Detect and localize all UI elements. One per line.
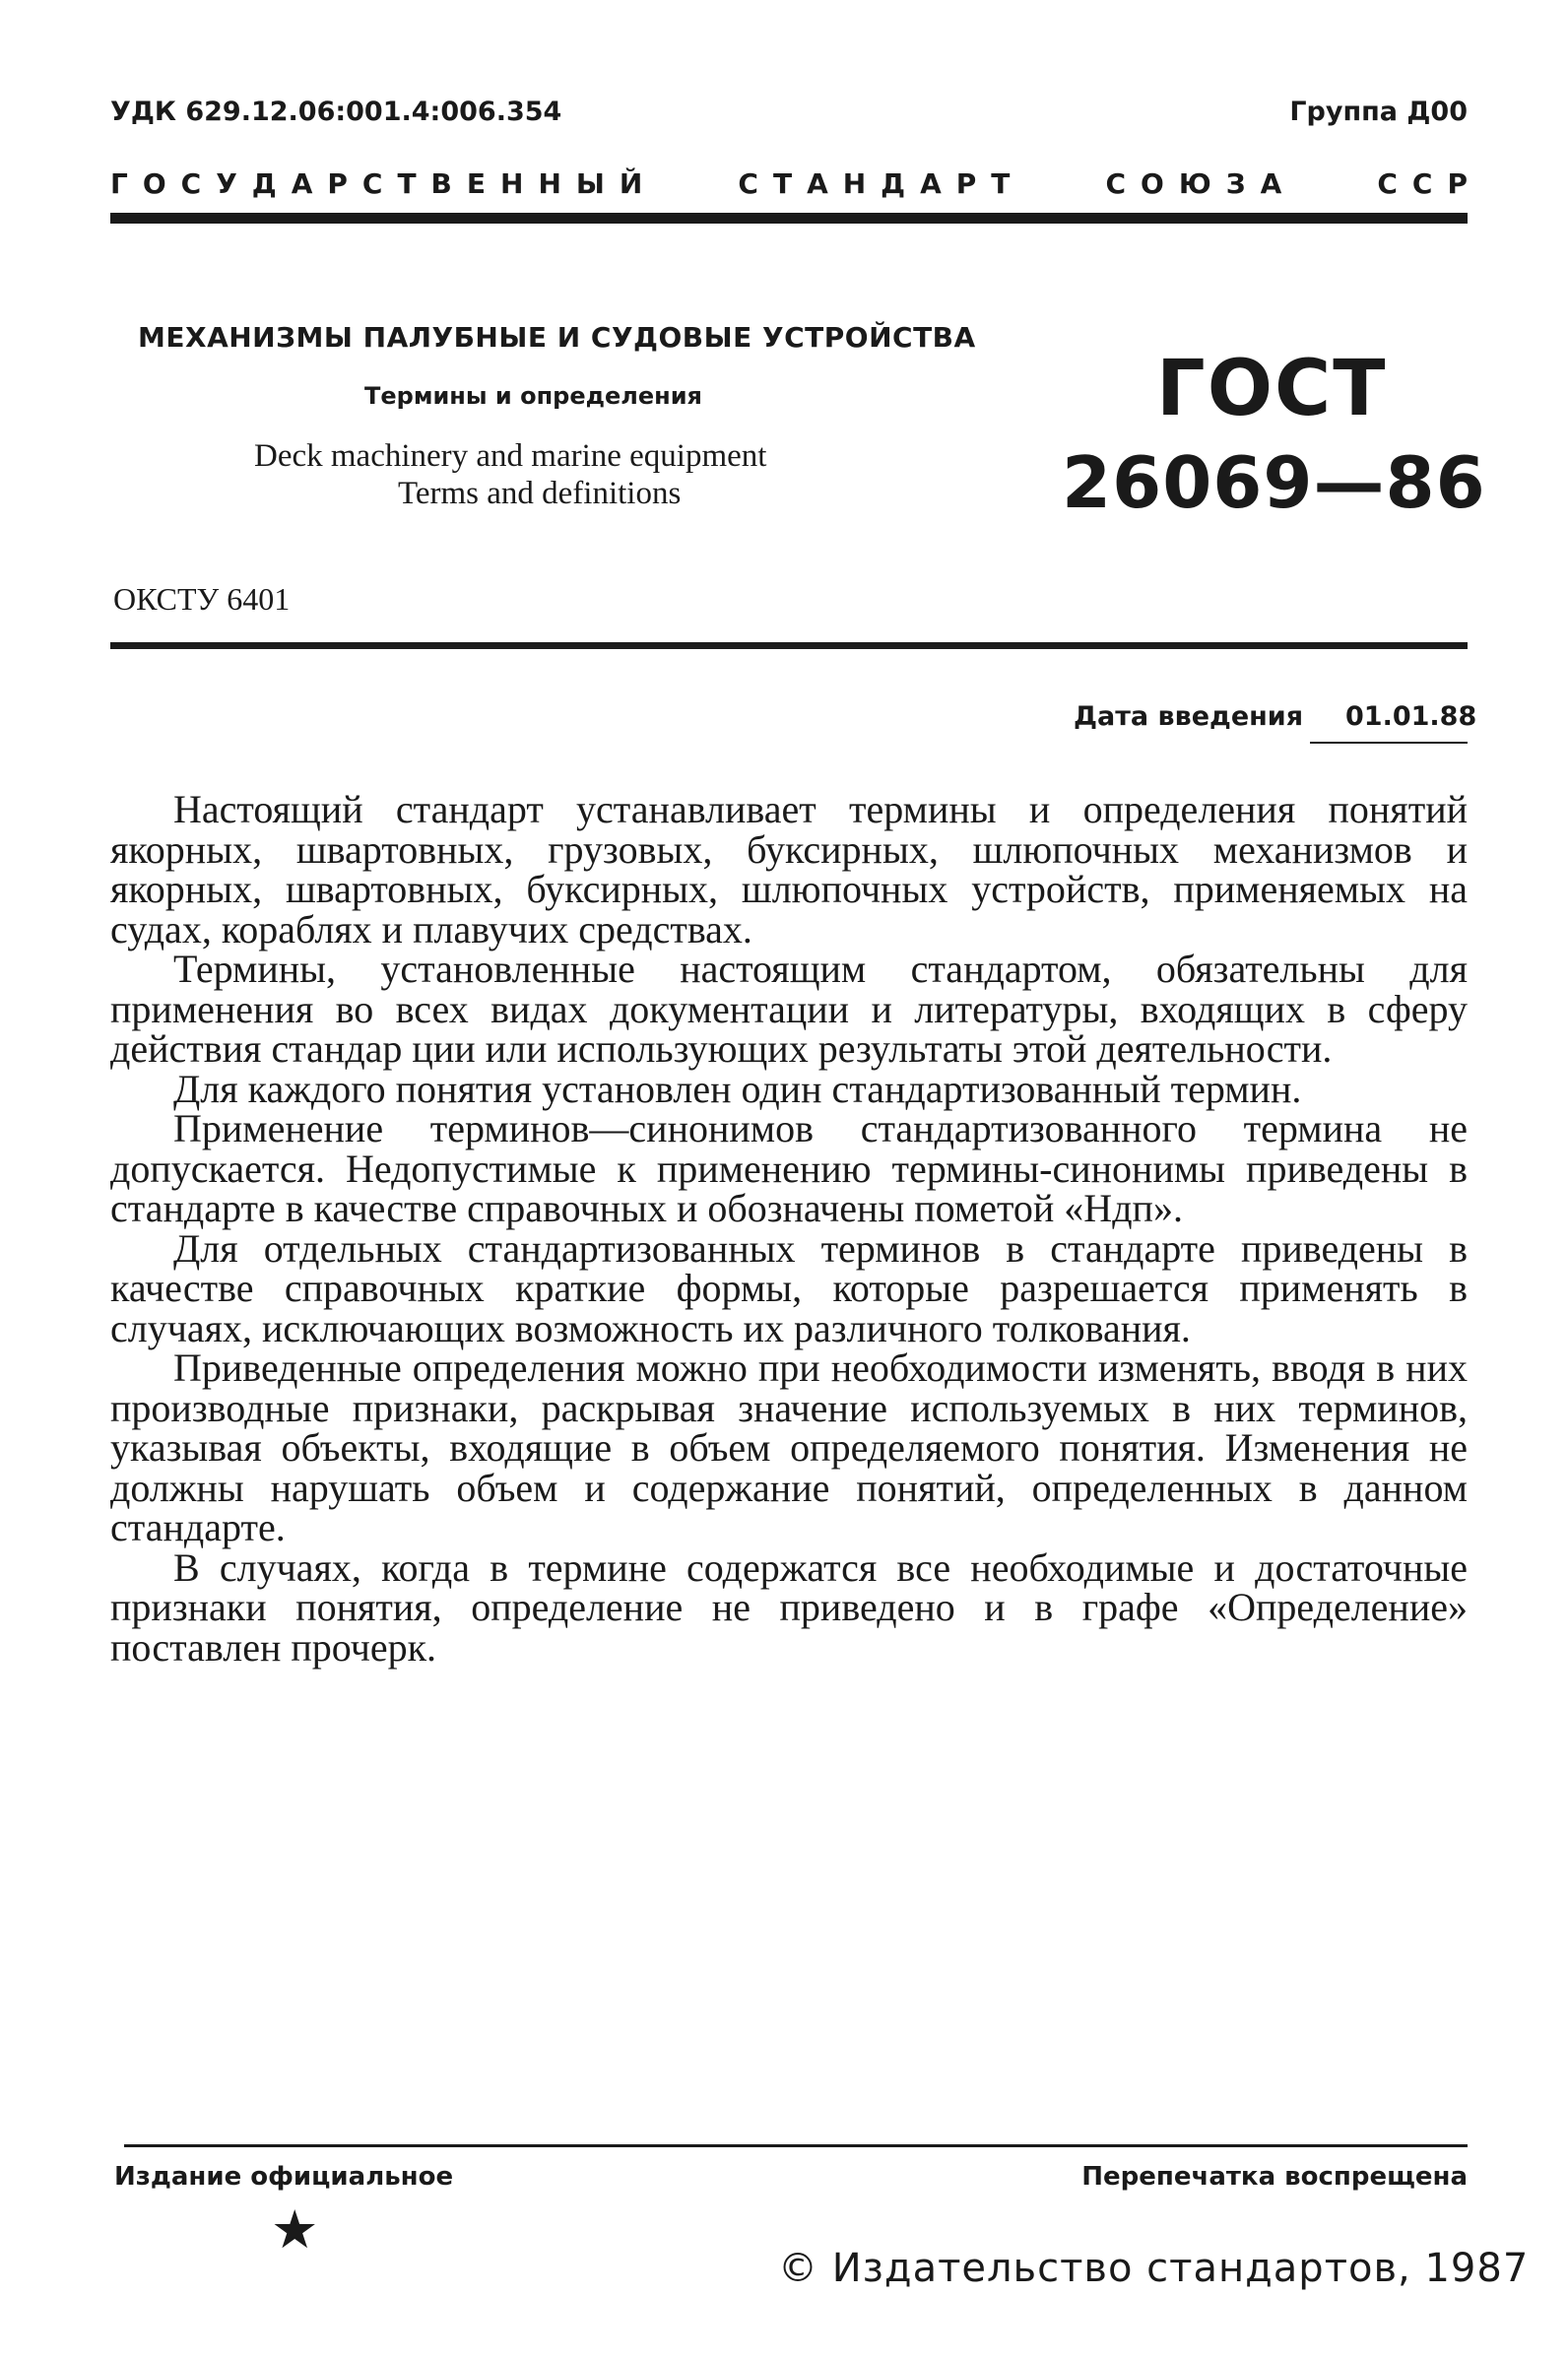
state-word-2: СТАНДАРТ	[738, 167, 1025, 200]
date-label: Дата введения	[1074, 701, 1304, 732]
document-subtitle: Термины и определения	[364, 382, 702, 410]
paragraph: Термины, установленные настоящим стандартом, обязательны для применения во всех видах документации и литературы, входящих в сферу действия стандар ции или использующих результаты этой деятельности.	[110, 947, 1468, 1071]
date-value: 01.01.88	[1345, 701, 1477, 732]
official-edition-note: Издание официальное	[114, 2162, 454, 2192]
document-title: МЕХАНИЗМЫ ПАЛУБНЫЕ И СУДОВЫЕ УСТРОЙСТВА	[138, 321, 976, 354]
star-icon: ★	[271, 2198, 319, 2261]
paragraph: Для каждого понятия установлен один стандартизованный термин.	[173, 1066, 1302, 1111]
state-standard-heading	[110, 167, 1482, 200]
title-divider	[110, 642, 1468, 649]
paragraph: Для отдельных стандартизованных терминов в стандарте приведены в качестве справочных краткие формы, которые разрешается применять в случаях, исключающих возможность их различного толкования.	[110, 1225, 1468, 1350]
paragraph: Применение терминов—синонимов стандартизованного термина не допускается. Недопустимые к применению термины-синонимы приведены в стандарте в качестве справочных и обозначены пометой «Ндп».	[110, 1106, 1468, 1230]
udk-code: УДК 629.12.06:001.4:006.354	[110, 97, 562, 127]
state-word-4: ССР	[1377, 167, 1482, 200]
english-title-line1: Deck machinery and marine equipment	[254, 438, 767, 474]
header-divider	[110, 213, 1468, 224]
body-text	[110, 787, 1468, 1670]
okstu-code: ОКСТУ 6401	[113, 581, 291, 617]
paragraph: Приведенные определения можно при необходимости изменять, вводя в них производные признаки, раскрывая значение используемых в них терминов, указывая объекты, входящие в объем определяемого понятия. Изменения не должны нарушать объем и содержание понятий, определенных в данном стандарте.	[110, 1345, 1468, 1549]
footer-divider	[124, 2144, 1468, 2147]
group-code: Группа Д00	[1289, 97, 1468, 127]
paragraph: Настоящий стандарт устанавливает термины и определения понятий якорных, швартовных, грузовых, буксирных, шлюпочных механизмов и якорных, швартовных, буксирных, шлюпочных устройств, применяемых на судах, кораблях и плавучих средствах.	[110, 787, 1468, 951]
state-word-3: СОЮЗА	[1105, 167, 1297, 200]
gost-number: 26069—86	[1062, 441, 1486, 524]
state-word-1: ГОСУДАРСТВЕННЫЙ	[110, 167, 658, 200]
english-title-line2: Terms and definitions	[398, 476, 682, 511]
paragraph: В случаях, когда в термине содержатся все необходимые и достаточные признаки понятия, определение не приведено и в графе «Определение» поставлен прочерк.	[110, 1544, 1468, 1670]
reprint-prohibited-note: Перепечатка воспрещена	[1081, 2162, 1468, 2192]
publisher-copyright: © Издательство стандартов, 1987	[778, 2246, 1530, 2291]
gost-label: ГОСТ	[1156, 345, 1388, 433]
date-underline	[1310, 742, 1468, 744]
